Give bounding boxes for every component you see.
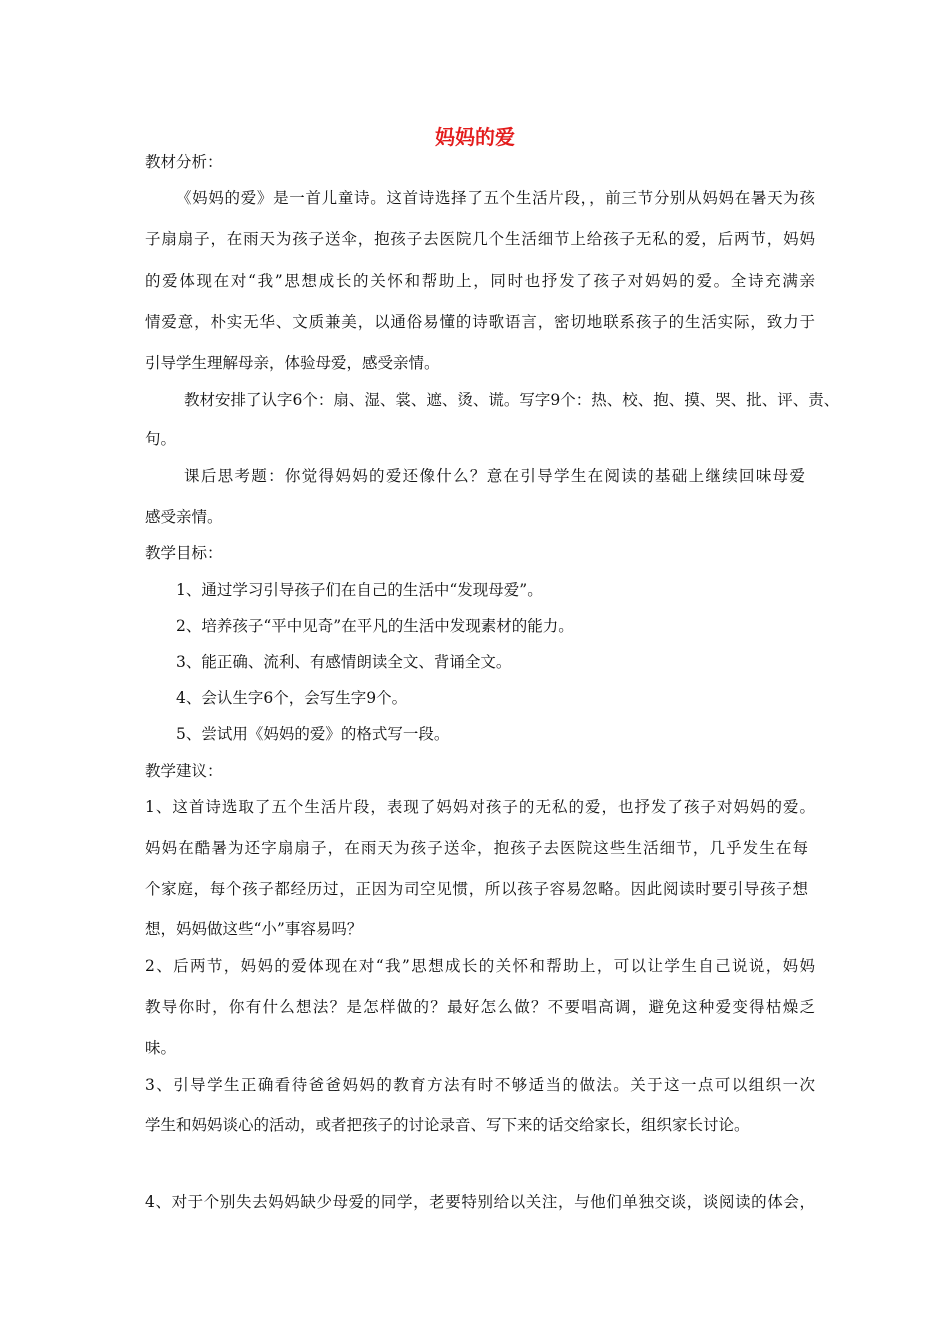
paragraph-line: 教导你时，你有什么想法？是怎样做的？最好怎么做？不要唱高调，避免这种爱变得枯燥乏 — [145, 998, 815, 1016]
section-heading-suggestions: 教学建议： — [145, 762, 223, 780]
goal-item: 1、通过学习引导孩子们在自己的生活中“发现母爱”。 — [176, 581, 543, 599]
paragraph-line: 《妈妈的爱》是一首儿童诗。这首诗选择了五个生活片段，，前三节分别从妈妈在暑天为孩 — [176, 189, 815, 207]
section-heading-goals: 教学目标： — [145, 544, 223, 562]
goal-item: 2、培养孩子“平中见奇”在平凡的生活中发现素材的能力。 — [176, 617, 574, 635]
paragraph-line: 想，妈妈做这些“小”事容易吗？ — [145, 920, 363, 938]
paragraph-line: 味。 — [145, 1039, 177, 1057]
paragraph-line: 子扇扇子，在雨天为孩子送伞，抱孩子去医院几个生活细节上给孩子无私的爱，后两节，妈妈 — [145, 230, 815, 248]
paragraph-line: 课后思考题：你觉得妈妈的爱还像什么？意在引导学生在阅读的基础上继续回味母爱 — [184, 467, 805, 485]
paragraph-line: 引导学生理解母亲，体验母爱，感受亲情。 — [145, 354, 440, 372]
paragraph-line: 妈妈在酷暑为还字扇扇子，在雨天为孩子送伞，抱孩子去医院这些生活细节，几乎发生在每 — [145, 839, 808, 857]
paragraph-line: 学生和妈妈谈心的活动，或者把孩子的讨论录音、写下来的话交给家长，组织家长讨论。 — [145, 1116, 750, 1134]
paragraph-line: 2、后两节，妈妈的爱体现在对“我”思想成长的关怀和帮助上，可以让学生自己说说，妈妈 — [145, 957, 815, 975]
goal-item: 5、尝试用《妈妈的爱》的格式写一段。 — [176, 725, 450, 743]
page-title: 妈妈的爱 — [435, 125, 515, 149]
paragraph-line: 感受亲情。 — [145, 508, 223, 526]
goal-item: 4、会认生字6个，会写生字9个。 — [176, 689, 408, 707]
paragraph-line: 1、这首诗选取了五个生活片段，表现了妈妈对孩子的无私的爱，也抒发了孩子对妈妈的爱。 — [145, 798, 815, 816]
paragraph-line: 的爱体现在对“我”思想成长的关怀和帮助上，同时也抒发了孩子对妈妈的爱。全诗充满亲 — [145, 272, 815, 290]
paragraph-line: 情爱意，朴实无华、文质兼美，以通俗易懂的诗歌语言，密切地联系孩子的生活实际，致力于 — [145, 313, 815, 331]
paragraph-line: 教材安排了认字6个：扇、湿、裳、遮、烫、谎。写字9个：热、校、抱、摸、哭、批、评、责、 — [184, 391, 840, 409]
section-heading-analysis: 教材分析： — [145, 153, 223, 171]
paragraph-line: 句。 — [145, 430, 177, 448]
paragraph-line: 4、对于个别失去妈妈缺少母爱的同学，老要特别给以关注，与他们单独交谈，谈阅读的体会， — [145, 1193, 815, 1211]
goal-item: 3、能正确、流利、有感情朗读全文、背诵全文。 — [176, 653, 512, 671]
paragraph-line: 3、引导学生正确看待爸爸妈妈的教育方法有时不够适当的做法。关于这一点可以组织一次 — [145, 1076, 815, 1094]
paragraph-line: 个家庭，每个孩子都经历过，正因为司空见惯，所以孩子容易忽略。因此阅读时要引导孩子想 — [145, 880, 808, 898]
